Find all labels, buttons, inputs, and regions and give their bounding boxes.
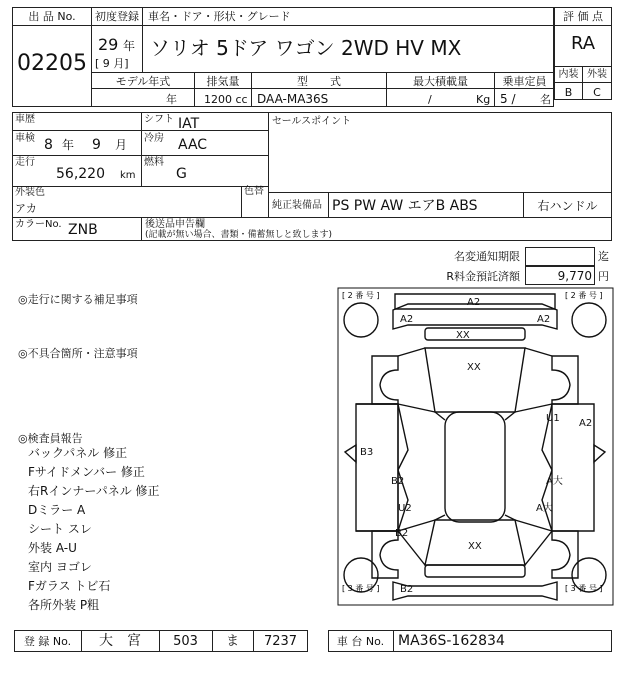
ext-color-value: アカ <box>15 202 37 215</box>
reg-class: 503 <box>173 634 198 649</box>
first-reg-year: 29 <box>98 35 119 54</box>
max-load-label: 最大積載量 <box>413 75 468 88</box>
reg-kana: ま <box>225 634 239 649</box>
mark-windshield: XX <box>468 541 482 552</box>
steering-value: 右ハンドル <box>537 199 598 213</box>
mirror-shapes <box>345 445 605 462</box>
mark-right-front-door: U1 <box>546 413 560 424</box>
recycle-label: R料金預託済額 <box>446 270 520 283</box>
repaint-label: 色替 <box>244 186 264 197</box>
lot-number: 02205 <box>17 51 87 76</box>
reg-number: 7237 <box>263 634 298 649</box>
inspection-label: 車検 <box>15 133 35 144</box>
color-no-value: ZNB <box>68 222 98 238</box>
sales-point-label: セールスポイント <box>272 116 352 127</box>
first-reg-month: [ 9 月] <box>95 57 129 70</box>
displacement-label: 排気量 <box>206 75 240 88</box>
capacity-value: 5 / <box>500 92 516 106</box>
score-label: 評 価 点 <box>563 10 603 23</box>
reg-label: 登 録 No. <box>23 635 72 648</box>
ac-value: AAC <box>178 137 208 153</box>
capacity-label: 乗車定員 <box>502 75 547 88</box>
mark-left-rear-lower: B2 <box>395 528 409 539</box>
color-no-label: カラーNo. <box>15 219 62 230</box>
door-lines-upper <box>398 404 552 470</box>
equipment-label: 純正装備品 <box>272 200 322 211</box>
displacement-value: 1200 cc <box>204 93 248 106</box>
chassis-label: 車 台 No. <box>336 635 385 648</box>
lot-label: 出 品 No. <box>28 10 76 23</box>
corner-label-tr: [ 2 番 号 ] <box>565 291 603 300</box>
mark-left-door: B2 <box>391 476 405 487</box>
mark-right-door-large: A大 <box>546 476 563 487</box>
mark-rear-glass: XX <box>456 330 470 341</box>
recycle-unit: 円 <box>598 270 609 283</box>
diagram-frame <box>338 288 613 605</box>
exterior-label: 外装 <box>587 69 607 80</box>
ext-color-label: 外装色 <box>15 187 45 198</box>
mark-front-bumper: B2 <box>400 584 414 595</box>
chassis-number: MA36S-162834 <box>398 633 505 649</box>
post-report-label: 後送品申告欄 <box>145 219 205 230</box>
corner-label-br: [ 3 番 号 ] <box>565 584 603 593</box>
mark-right-edge: A2 <box>579 418 593 429</box>
first-reg-label: 初度登録 <box>95 10 139 23</box>
roof-center <box>445 412 505 522</box>
inspection-year: 8 <box>44 137 53 153</box>
defects-title: ◎不具合箇所・注意事項 <box>18 347 138 360</box>
inspector-line: 各所外装 P粗 <box>28 598 100 612</box>
recycle-value: 9,770 <box>557 269 592 283</box>
front-right-fender <box>552 531 578 578</box>
corner-label-bl: [ 3 番 号 ] <box>342 584 380 593</box>
history-label: 車歴 <box>15 114 35 125</box>
post-report-note: (記載が無い場合、書類・備蓄無しと致します) <box>145 230 333 240</box>
score-value: RA <box>570 33 596 54</box>
inspector-line: 室内 ヨゴレ <box>28 560 92 574</box>
rear-right-quarter <box>552 356 578 404</box>
mark-left-lower: U2 <box>398 503 412 514</box>
inspection-year-unit: 年 <box>62 138 75 152</box>
mileage-label: 走行 <box>15 157 35 168</box>
name-label: 車名・ドア・形状・グレード <box>148 10 291 23</box>
interior-label: 内装 <box>558 69 579 80</box>
shift-value: IAT <box>178 116 200 132</box>
capacity-unit: 名 <box>540 93 551 106</box>
mark-right-lower-large: A大 <box>536 503 553 514</box>
exterior-grade: C <box>593 86 601 99</box>
max-load-sep: / <box>428 93 432 106</box>
mark-rear-left: A2 <box>400 314 414 325</box>
model-year-label: モデル年式 <box>115 75 171 88</box>
shift-label: シフト <box>144 114 174 125</box>
roof-links <box>398 348 552 356</box>
front-bumper-shape <box>393 582 557 600</box>
left-body <box>356 404 398 531</box>
max-load-unit: Kg <box>476 93 491 106</box>
wheel-rear-left <box>344 303 378 337</box>
mark-rear-bumper: A2 <box>467 297 481 308</box>
inspector-line: Dミラー A <box>28 503 86 517</box>
mileage-unit: km <box>120 170 136 181</box>
roof-corner-links <box>435 412 515 520</box>
inspector-line: シート スレ <box>28 522 92 536</box>
name-change-label: 名変通知期限 <box>454 250 520 263</box>
reg-area: 大 宮 <box>99 633 141 649</box>
fuel-label: 燃料 <box>144 157 164 168</box>
rear-left-quarter <box>372 356 398 404</box>
type-label: 型 式 <box>297 75 341 88</box>
left-outline <box>356 404 398 531</box>
rear-glass-shape <box>425 328 525 340</box>
fuel-value: G <box>176 166 187 182</box>
equipment-value: PS PW AW エアB ABS <box>332 198 478 214</box>
inspector-line: Fガラス トビ石 <box>28 579 111 593</box>
driving-remarks-title: ◎走行に関する補足事項 <box>18 293 138 306</box>
inspector-line: 右Rインナーパネル 修正 <box>28 484 160 498</box>
chassis-vline <box>393 630 394 652</box>
mark-rear-right: A2 <box>537 314 551 325</box>
inspector-line: Fサイドメンバー 修正 <box>28 465 145 479</box>
first-reg-year-unit: 年 <box>123 39 136 53</box>
inspection-month: 9 <box>92 137 101 153</box>
body-links-top <box>398 404 552 412</box>
wheel-rear-right <box>572 303 606 337</box>
mark-roof: XX <box>467 362 481 373</box>
corner-label-tl: [ 2 番 号 ] <box>342 291 380 300</box>
name-change-unit: 迄 <box>598 250 609 263</box>
inspection-month-unit: 月 <box>115 138 128 152</box>
mileage-value: 56,220 <box>56 166 105 182</box>
type-value: DAA-MA36S <box>257 92 329 106</box>
ac-label: 冷房 <box>144 133 164 144</box>
car-name: ソリオ 5ドア ワゴン 2WD HV MX <box>150 36 462 60</box>
model-year-unit: 年 <box>166 93 177 106</box>
roof-rear <box>425 348 525 412</box>
front-grille-shape <box>425 565 525 577</box>
inspector-line: 外装 A-U <box>28 541 77 555</box>
inspector-report-title: ◎検査員報告 <box>18 432 83 445</box>
inspector-line: バックパネル 修正 <box>28 446 128 460</box>
interior-grade: B <box>564 86 573 99</box>
mark-left-panel: B3 <box>360 447 374 458</box>
